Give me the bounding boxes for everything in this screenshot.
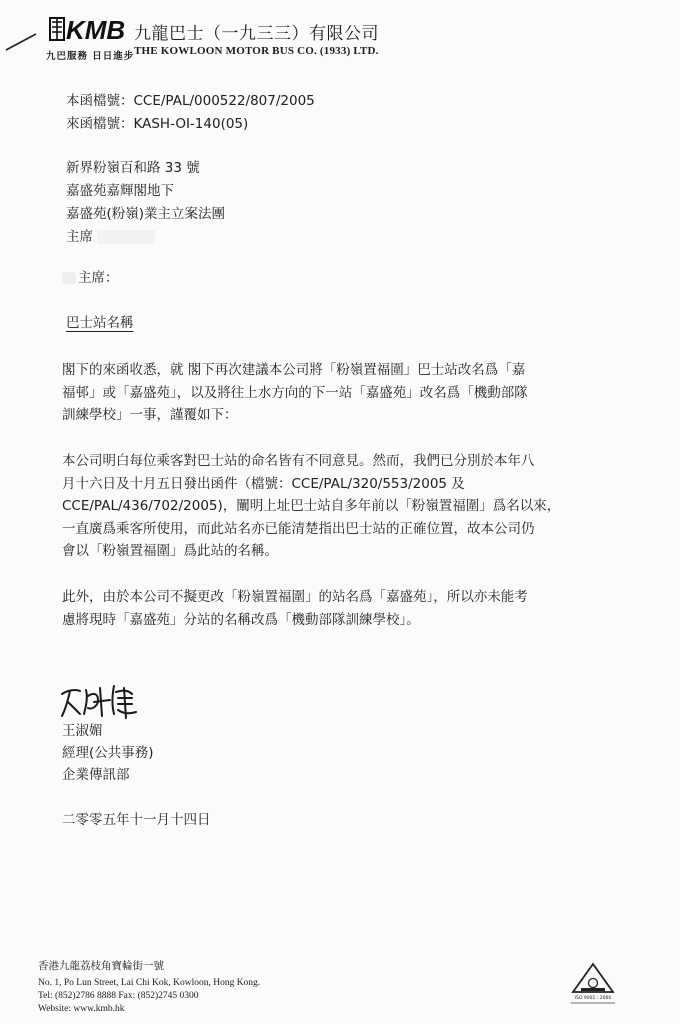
paragraph-line: 慮將現時「嘉盛苑」分站的名稱改爲「機動部隊訓練學校」。 — [62, 611, 420, 628]
kmb-logo — [46, 14, 128, 44]
redacted-name — [97, 230, 155, 244]
recipient-address-line2: 嘉盛苑嘉輝閣地下 — [66, 183, 174, 199]
paragraph-line: CCE/PAL/436/702/2005)，闡明上址巴士站自多年前以「粉嶺置福圍」爲名以來， — [62, 498, 561, 514]
cert-label: ISO 9001 : 2000 — [574, 996, 612, 1001]
paragraph-line: 本公司明白每位乘客對巴士站的命名皆有不同意見。然而，我們已分別於本年八 — [62, 453, 535, 469]
recipient-organisation: 嘉盛苑(粉嶺)業主立案法團 — [66, 206, 226, 222]
recipient-title-row — [66, 226, 155, 248]
paragraph-line: 此外，由於本公司不擬更改「粉嶺置福圍」的站名爲「嘉盛苑」，所以亦未能考 — [62, 589, 528, 605]
margin-pen-stroke — [4, 30, 38, 52]
salutation-text: 主席： — [78, 270, 119, 286]
signatory-position: 經理(公共事務) — [62, 745, 154, 761]
paragraph-line: 月十六日及十月五日發出函件（檔號：CCE/PAL/320/553/2005 及 — [62, 475, 465, 492]
footer-website[interactable]: Website: www.kmb.hk — [38, 1004, 125, 1014]
salutation — [62, 267, 119, 289]
recipient-title: 主席 — [66, 229, 93, 245]
paragraph-line: 會以「粉嶺置福圍」爲此站的名稱。 — [62, 543, 278, 559]
your-reference: 來函檔號：KASH-OI-140(05) — [66, 116, 249, 132]
redacted-mark — [62, 272, 76, 284]
body-paragraph-1 — [62, 359, 602, 427]
body-paragraph-3 — [62, 586, 602, 631]
iso-certification-icon — [563, 962, 623, 1006]
signatory-name: 王淑媚 — [62, 723, 103, 739]
letter-date: 二零零五年十一月十四日 — [62, 812, 211, 828]
our-reference: 本函檔號：CCE/PAL/000522/807/2005 — [66, 93, 315, 109]
handwritten-signature — [58, 680, 140, 720]
footer-address-chinese: 香港九龍荔枝角寶輪街一號 — [38, 960, 164, 972]
company-name-english: THE KOWLOON MOTOR BUS CO. (1933) LTD. — [134, 45, 379, 57]
subject-heading: 巴士站名稱 — [66, 315, 134, 331]
paragraph-line: 訓練學校」一事，謹覆如下： — [62, 407, 238, 423]
footer-tel-fax: Tel: (852)2786 8888 Fax: (852)2745 0300 — [38, 991, 199, 1001]
body-paragraph-2 — [62, 450, 602, 563]
paragraph-line: 閣下的來函收悉，就 閣下再次建議本公司將「粉嶺置福圍」巴士站改名爲「嘉 — [62, 362, 526, 378]
signatory-department: 企業傳訊部 — [62, 767, 130, 783]
recipient-address-line1: 新界粉嶺百和路 33 號 — [66, 160, 200, 176]
logo-slogan: 九巴服務 日日進步 — [46, 51, 135, 62]
footer-address-english: No. 1, Po Lun Street, Lai Chi Kok, Kowloon, Hong Kong. — [38, 978, 261, 988]
company-name-chinese: 九龍巴士（一九三三）有限公司 — [134, 24, 379, 44]
paragraph-line: 一直廣爲乘客所使用，而此站名亦已能清楚指出巴士站的正確位置，故本公司仍 — [62, 520, 535, 537]
paragraph-line: 福邨」或「嘉盛苑」，以及將往上水方向的下一站「嘉盛苑」改名爲「機動部隊 — [62, 384, 528, 401]
logo-wordmark: KMB — [66, 15, 126, 44]
